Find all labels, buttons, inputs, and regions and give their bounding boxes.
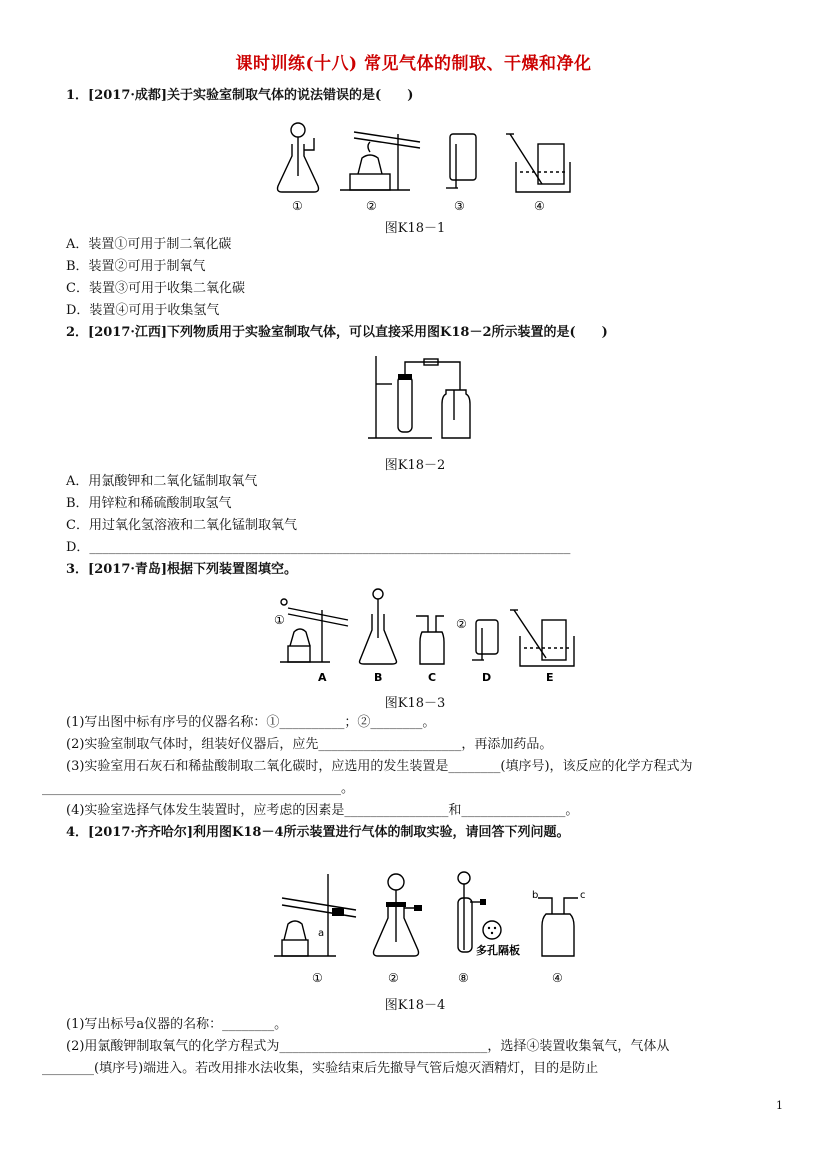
svg-text:②: ②	[366, 199, 377, 213]
label-c: C	[428, 671, 437, 684]
figure-k18-3-caption: 图K18－3	[384, 696, 446, 711]
figure-k18-1-caption: 图K18－1	[384, 221, 446, 236]
label-4-2: ②	[388, 971, 399, 985]
figure-k18-1	[270, 114, 580, 218]
apparatus-4-3-tube	[458, 872, 520, 985]
apparatus-1-flask	[278, 123, 319, 213]
label-4-4: ④	[552, 971, 563, 985]
label-a: A	[318, 671, 327, 684]
figure-k18-2-caption: 图K18－2	[384, 458, 446, 473]
q4-item-2-cont: ________(填序号)端进入。若改用排水法收集，实验结束后先撤导气管后熄灭酒精灯，目的是防止	[42, 1061, 599, 1076]
apparatus-e-trough	[510, 610, 574, 684]
q1-option-b: B．装置②可用于制氧气	[66, 259, 206, 274]
apparatus-4-1-heater	[274, 874, 356, 985]
q4-item-2: (2)用氯酸钾制取氧气的化学方程式为________________________________，选择④装置收集氧气，气体从	[66, 1039, 670, 1054]
q1-stem: 1．[2017·成都]关于实验室制取气体的说法错误的是( )	[66, 88, 414, 103]
q4-stem: 4．[2017·齐齐哈尔]利用图K18－4所示装置进行气体的制取实验，请回答下列问题。	[66, 825, 570, 840]
svg-text:④: ④	[534, 199, 545, 213]
q3-item-2: (2)实验室制取气体时，组装好仪器后，应先______________________，再添加药品。	[66, 737, 553, 752]
apparatus-c-bottle	[416, 616, 444, 684]
q2-option-c: C．用过氧化氢溶液和二氧化锰制取氧气	[66, 518, 297, 533]
svg-text:③: ③	[454, 199, 465, 213]
label-porous-plate: 多孔隔板	[476, 944, 520, 957]
figure-k18-3	[270, 586, 580, 690]
apparatus-4-4-bottle	[532, 890, 586, 985]
apparatus-a-heater	[274, 599, 348, 684]
apparatus-d-bottle	[456, 617, 498, 684]
label-circled-1: ①	[274, 613, 285, 627]
page-title: 课时训练(十八) 常见气体的制取、干燥和净化	[235, 54, 592, 74]
q3-item-1: (1)写出图中标有序号的仪器名称：①__________；②________。	[66, 715, 436, 730]
apparatus-3-bottle	[446, 134, 476, 213]
q1-option-c: C．装置③可用于收集二氧化碳	[66, 281, 245, 296]
q2-option-d: D．__________________________________________________________________________	[66, 540, 571, 555]
q2-option-b: B．用锌粒和稀硫酸制取氢气	[66, 496, 232, 511]
label-b: B	[374, 671, 383, 684]
figure-k18-4	[270, 868, 600, 992]
q2-option-a: A．用氯酸钾和二氧化锰制取氧气	[66, 474, 258, 489]
q2-stem: 2．[2017·江西]下列物质用于实验室制取气体，可以直接采用图K18－2所示装置的是( )	[66, 325, 608, 340]
label-d: D	[482, 671, 492, 684]
label-circled-2: ②	[456, 617, 467, 631]
apparatus-4-trough	[506, 134, 570, 213]
label-e: E	[546, 671, 554, 684]
apparatus-2-heater	[340, 132, 420, 213]
label-4-3: ⑧	[458, 971, 469, 985]
label-b-lower: b	[532, 890, 539, 901]
figure-k18-4-caption: 图K18－4	[384, 998, 446, 1013]
q4-item-1: (1)写出标号a仪器的名称：________。	[66, 1017, 288, 1032]
svg-text:①: ①	[292, 199, 303, 213]
q3-item-4: (4)实验室选择气体发生装置时，应考虑的因素是________________和________________。	[66, 803, 579, 818]
label-c-lower: c	[580, 890, 586, 901]
label-a-lower: a	[318, 928, 325, 939]
q1-option-d: D．装置④可用于收集氢气	[66, 303, 220, 318]
apparatus-4-2-flask	[374, 874, 423, 985]
figure-k18-2	[362, 350, 472, 449]
q3-stem: 3．[2017·青岛]根据下列装置图填空。	[66, 562, 298, 577]
q3-item-3-blank: ______________________________________________。	[42, 781, 354, 796]
page-number: 1	[776, 1099, 783, 1112]
q3-item-3: (3)实验室用石灰石和稀盐酸制取二氧化碳时，应选用的发生装置是________(填序号)，该反应的化学方程式为	[66, 759, 693, 774]
q1-option-a: A．装置①可用于制二氧化碳	[66, 237, 232, 252]
label-4-1: ①	[312, 971, 323, 985]
apparatus-b-flask	[360, 589, 397, 684]
